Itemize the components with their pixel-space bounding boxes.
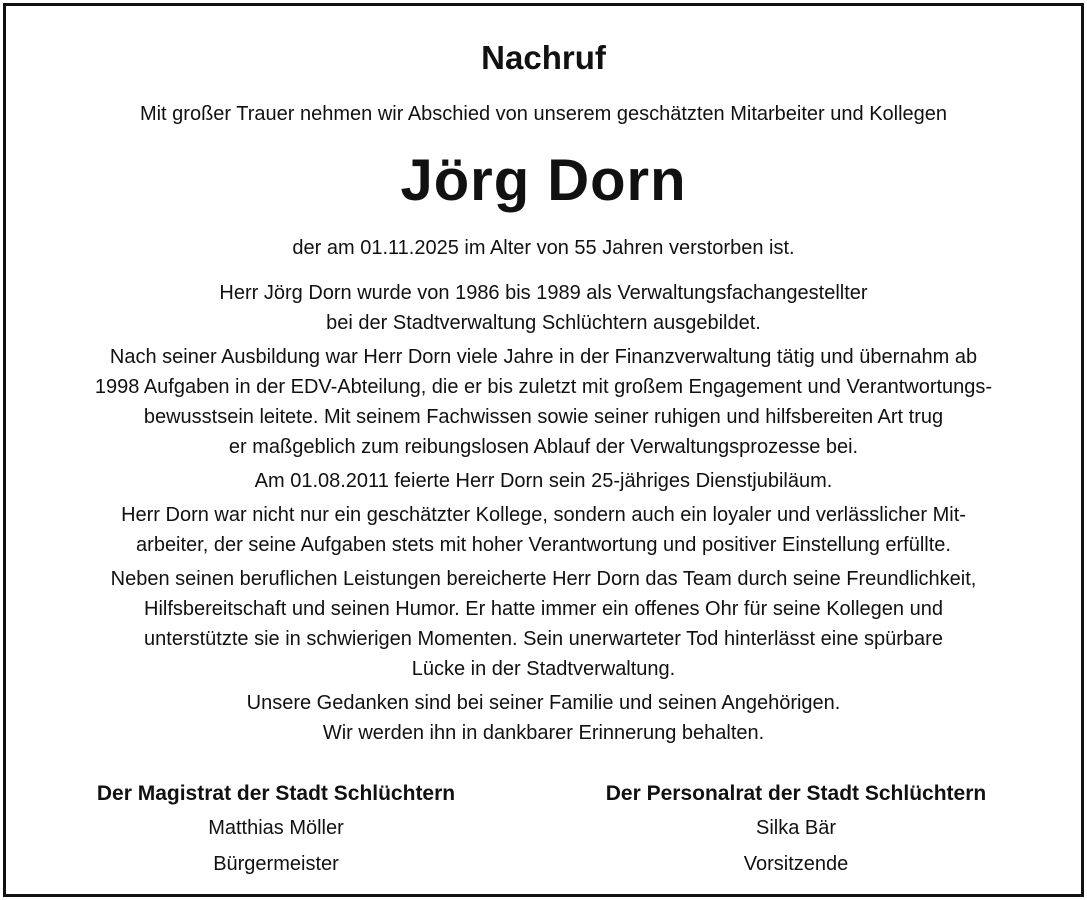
signature-org: Der Magistrat der Stadt Schlüchtern [96,782,456,805]
paragraph-colleague [26,500,1061,560]
paragraph-line: Herr Jörg Dorn wurde von 1986 bis 1989 als Verwaltungsfachangestellter [219,282,868,304]
paragraph-line: bei der Stadtverwaltung Schlüchtern ausgebildet. [326,312,761,334]
signature-org: Der Personalrat der Stadt Schlüchtern [605,782,987,805]
paragraph-line: Lücke in der Stadtverwaltung. [411,658,676,680]
paragraph-jubilee [26,466,1061,496]
paragraph-line: er maßgeblich zum reibungslosen Ablauf der Verwaltungsprozesse bei. [228,436,859,458]
paragraph-line: Unsere Gedanken sind bei seiner Familie und seinen Angehörigen. [246,692,841,714]
intro-text: Mit großer Trauer nehmen wir Abschied von unserem geschätzten Mitarbeiter und Kollegen [139,103,948,125]
paragraph-line: Wir werden ihn in dankbarer Erinnerung behalten. [322,722,765,744]
paragraph-closing [26,688,1061,748]
signature-role: Bürgermeister [213,853,339,875]
signature-role: Vorsitzende [743,853,849,875]
signature-name: Silka Bär [755,817,837,839]
paragraph-line: Herr Dorn war nicht nur ein geschätzter Kollege, sondern auch ein loyaler und verlässlicher Mit- [121,504,966,526]
paragraph-training [26,278,1061,338]
deceased-name: Jörg Dorn [400,148,687,213]
obituary-content [6,6,1081,894]
paragraph-line: Am 01.08.2011 feierte Herr Dorn sein 25-jähriges Dienstjubiläum. [254,470,833,492]
paragraph-line: Nach seiner Ausbildung war Herr Dorn viele Jahre in der Finanzverwaltung tätig und übernahm ab [109,346,978,368]
paragraph-line: Neben seinen beruflichen Leistungen bereicherte Herr Dorn das Team durch seine Freundlichkeit, [110,568,977,590]
paragraph-line: 1998 Aufgaben in der EDV-Abteilung, die er bis zuletzt mit großem Engagement und Verantwortungs- [94,376,993,398]
paragraph-line: Hilfsbereitschaft und seinen Humor. Er hatte immer ein offenes Ohr für seine Kollegen und [144,598,943,620]
paragraph-career [26,342,1061,462]
paragraph-line: unterstützte sie in schwierigen Momenten. Sein unerwarteter Tod hinterlässt eine spürbare [144,628,943,650]
death-date-text: der am 01.11.2025 im Alter von 55 Jahren verstorben ist. [292,237,795,259]
signature-name: Matthias Möller [208,817,344,839]
paragraph-line: bewusstsein leitete. Mit seinem Fachwissen sowie seiner ruhigen und hilfsbereiten Art trug [143,406,944,428]
obituary-frame [3,3,1084,897]
signature-magistrat [16,778,536,882]
obituary-title: Nachruf [481,39,606,76]
paragraph-personality [26,564,1061,684]
signature-personalrat [536,778,1056,882]
paragraph-line: arbeiter, der seine Aufgaben stets mit hoher Verantwortung und positiver Einstellung erfüllte. [136,534,951,556]
